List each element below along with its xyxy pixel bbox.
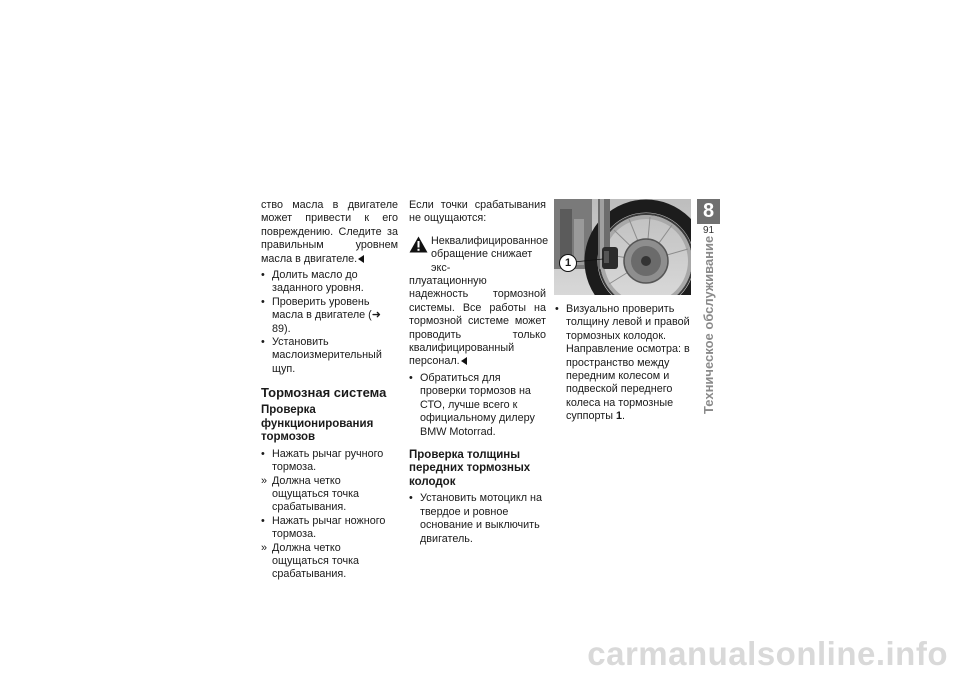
list-item: • Обратиться для проверки тормозов на СТО, лучше всего к официальному дилеру BMW Motorrad. xyxy=(409,371,535,438)
warning-text: плуатационную надежность тормозной системы. Все работы на тормозной системе может проводить только квалифицированный персонал. xyxy=(409,275,546,368)
reference-number: 1 xyxy=(615,410,622,423)
front-wheel-photo xyxy=(554,199,691,295)
list-item: • Нажать рычаг ручного тормоза. xyxy=(261,447,384,474)
list-item: • Визуально проверить толщину левой и правой тормозных колодок. Направление осмотра: в пространство между передним колесом и подвеской переднего колеса на тормозные суппорты 1. xyxy=(555,303,690,423)
oil-steps-list xyxy=(261,269,398,376)
warning-triangle-icon xyxy=(409,236,428,253)
list-item: • Нажать рычаг ножного тормоза. xyxy=(261,514,386,541)
list-item: • Установить маслоизмерительный щуп. xyxy=(261,336,382,375)
chapter-number: 8 xyxy=(697,199,720,223)
list-item: • Проверить уровень масла в двигателе (➜ 89). xyxy=(261,295,381,335)
page-number: 91 xyxy=(702,225,715,236)
service-list xyxy=(409,372,546,439)
warning-block xyxy=(409,234,549,369)
subsection-title-pad-thickness: Проверка толщины передних тормозных колодок xyxy=(409,448,531,488)
intro-text: ство масла в двигателе может привести к его повреждению. Следите за правильным уровнем масла в двигателе. xyxy=(261,199,398,265)
side-title: Техническое обслуживание xyxy=(701,235,716,414)
warning-lead: Неквалифицированное обращение снижает экс- xyxy=(431,234,549,274)
list-item: » Должна четко ощущаться точка срабатывания. xyxy=(261,541,360,581)
inspect-list xyxy=(555,303,691,424)
subsection-title-brake-check: Проверка функционирования тормозов xyxy=(261,404,374,444)
column-3 xyxy=(555,300,691,424)
end-mark-icon xyxy=(358,255,364,263)
callout-1: 1 xyxy=(559,254,577,272)
list-item: • Установить мотоцикл на твердое и ровное основание и выключить двигатель. xyxy=(409,492,543,545)
end-mark-icon xyxy=(461,357,467,365)
list-item: » Должна четко ощущаться точка срабатывания. xyxy=(261,474,360,514)
watermark: carmanualsonline.info xyxy=(587,635,948,672)
column-1 xyxy=(261,199,398,582)
section-title: Тормозная система xyxy=(261,385,387,401)
list-item: • Долить масло до заданного уровня. xyxy=(261,269,364,295)
chapter-marker xyxy=(697,199,720,240)
brake-steps-list xyxy=(261,448,398,582)
column-2 xyxy=(409,199,549,546)
pad-steps-list xyxy=(409,492,546,546)
intro-text: Если точки срабатывания не ощущаются: xyxy=(409,199,546,225)
